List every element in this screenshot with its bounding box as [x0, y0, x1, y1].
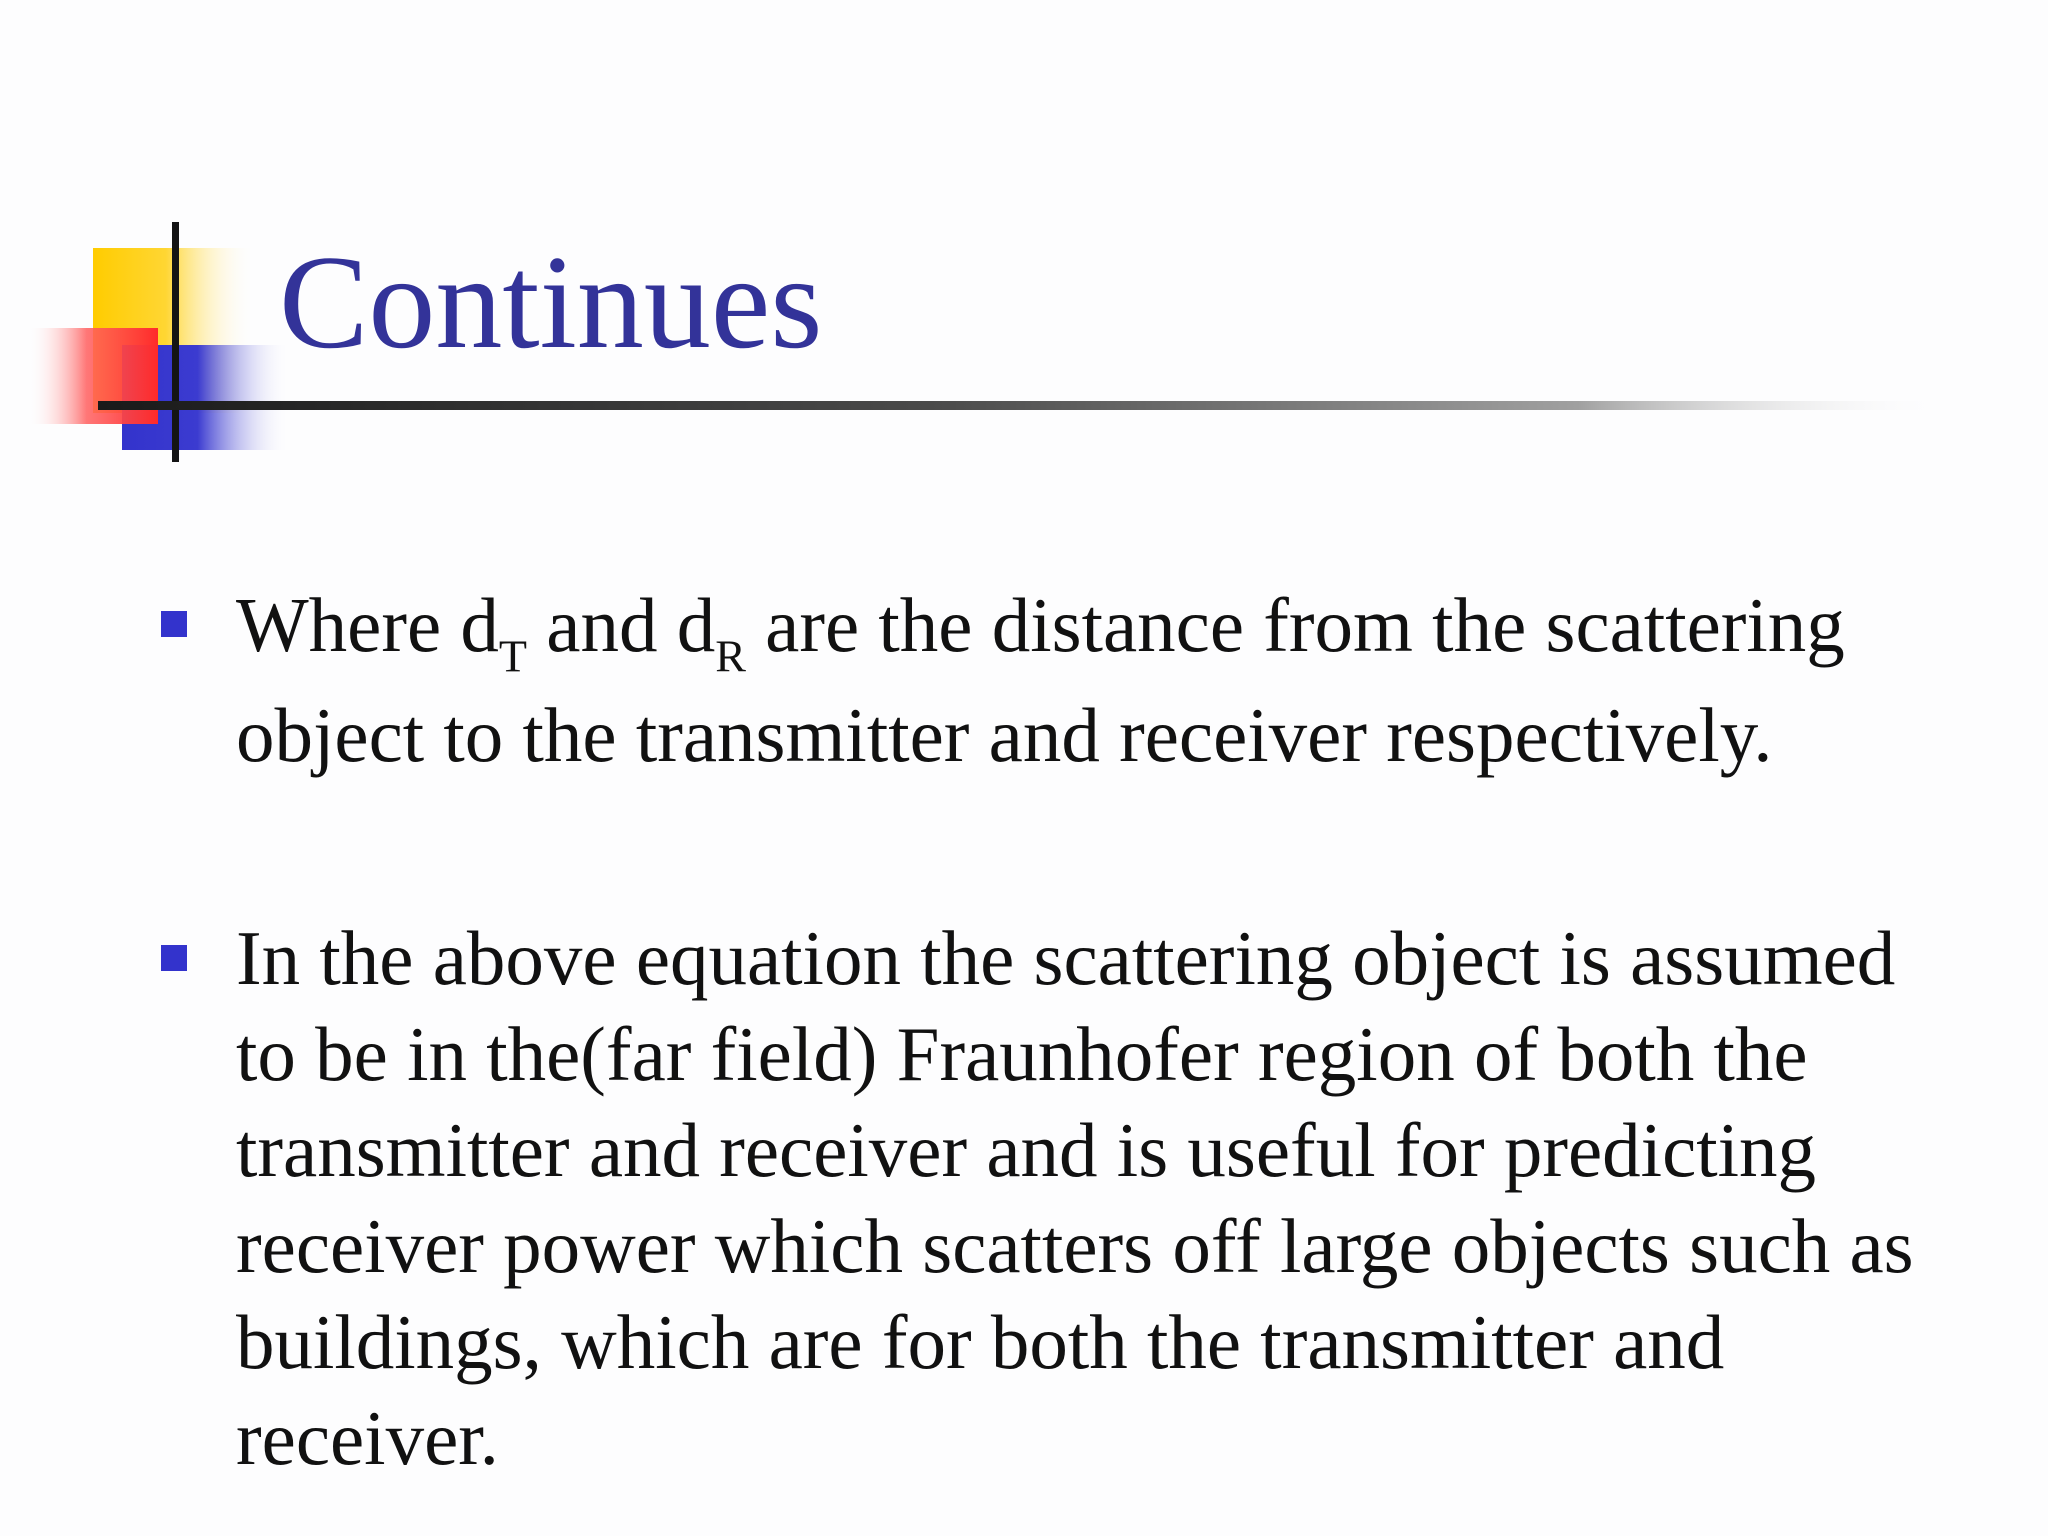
bullet-text: In the above equation the scattering object is assumed to be in the(far field) Fraunhofer region of both the transmitter and receiver and is useful for predicting receiver power which scatters off large objects such as buildings, which are for both the transmitter and receiver. [236, 915, 1914, 1481]
bullet-item [236, 570, 1936, 790]
square-bullet-icon [161, 945, 187, 971]
bullet-text-part: are the distance from the scattering object to the transmitter and receiver respectively. [236, 582, 1845, 778]
deco-vertical-rule [172, 222, 179, 462]
bullet-text-part: Where d [236, 582, 499, 668]
subscript-r: R [715, 630, 746, 682]
bullet-item [236, 910, 1936, 1486]
slide-title: Continues [279, 228, 823, 376]
square-bullet-icon [161, 611, 187, 637]
subscript-t: T [498, 630, 528, 682]
bullet-text-part: and d [527, 582, 716, 668]
title-underline [98, 401, 1948, 410]
